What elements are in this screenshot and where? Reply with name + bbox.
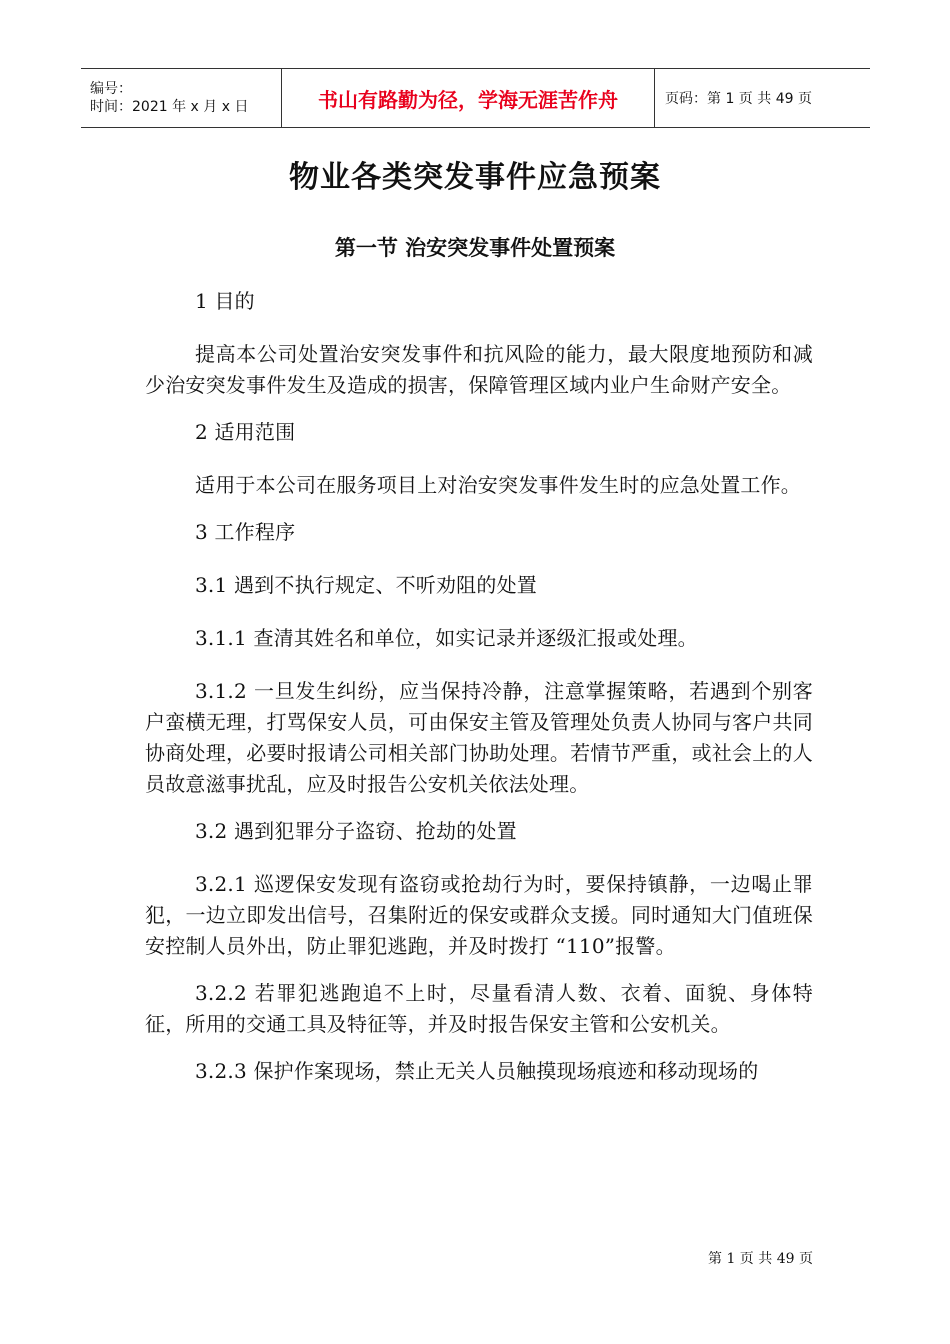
- heading-3-2: 3.2 遇到犯罪分子盗窃、抢劫的处置: [195, 819, 517, 843]
- heading-purpose: 1 目的: [195, 289, 255, 313]
- paragraph-purpose: 提高本公司处置治安突发事件和抗风险的能力，最大限度地预防和减少治安突发事件发生及造成的损害，保障管理区域内业户生命财产安全。: [145, 342, 813, 397]
- paragraph-3-2-1: 3.2.1 巡逻保安发现有盗窃或抢劫行为时，要保持镇静，一边喝止罪犯，一边立即发出信号，召集附近的保安或群众支援。同时通知大门值班保安控制人员外出，防止罪犯逃跑，并及时拨打 “110”报警。: [145, 872, 813, 958]
- document-header: [81, 68, 870, 128]
- heading-procedure: 3 工作程序: [195, 520, 296, 544]
- paragraph-3-1-1: 3.1.1 查清其姓名和单位，如实记录并逐级汇报或处理。: [195, 626, 698, 650]
- paragraph-3-1-2: 3.1.2 一旦发生纠纷，应当保持冷静，注意掌握策略，若遇到个别客户蛮横无理，打骂保安人员，可由保安主管及管理处负责人协同与客户共同协商处理，必要时报请公司相关部门协助处理。若情节严重，或社会上的人员故意滋事扰乱，应及时报告公安机关依法处理。: [145, 679, 813, 796]
- document-time: 时间：2021 年 x 月 x 日: [90, 99, 249, 115]
- document-number-label: 编号：: [90, 81, 132, 97]
- paragraph-3-2-2: 3.2.2 若罪犯逃跑追不上时，尽量看清人数、衣着、面貌、身体特征，所用的交通工具及特征等，并及时报告保安主管和公安机关。: [145, 981, 813, 1036]
- document-title: 物业各类突发事件应急预案: [289, 160, 661, 195]
- header-page-info: 页码：第 1 页 共 49 页: [665, 91, 812, 107]
- heading-scope: 2 适用范围: [195, 420, 296, 444]
- paragraph-scope: 适用于本公司在服务项目上对治安突发事件发生时的应急处置工作。: [195, 473, 801, 497]
- document-body: [145, 286, 813, 1103]
- section-title: 第一节 治安突发事件处置预案: [334, 235, 616, 260]
- paragraph-3-2-3: 3.2.3 保护作案现场，禁止无关人员触摸现场痕迹和移动现场的: [195, 1059, 759, 1083]
- heading-3-1: 3.1 遇到不执行规定、不听劝阻的处置: [195, 573, 537, 597]
- header-motto: 书山有路勤为径，学海无涯苦作舟: [282, 69, 655, 127]
- page-footer: 第 1 页 共 49 页: [708, 1251, 813, 1267]
- header-meta: [81, 69, 282, 127]
